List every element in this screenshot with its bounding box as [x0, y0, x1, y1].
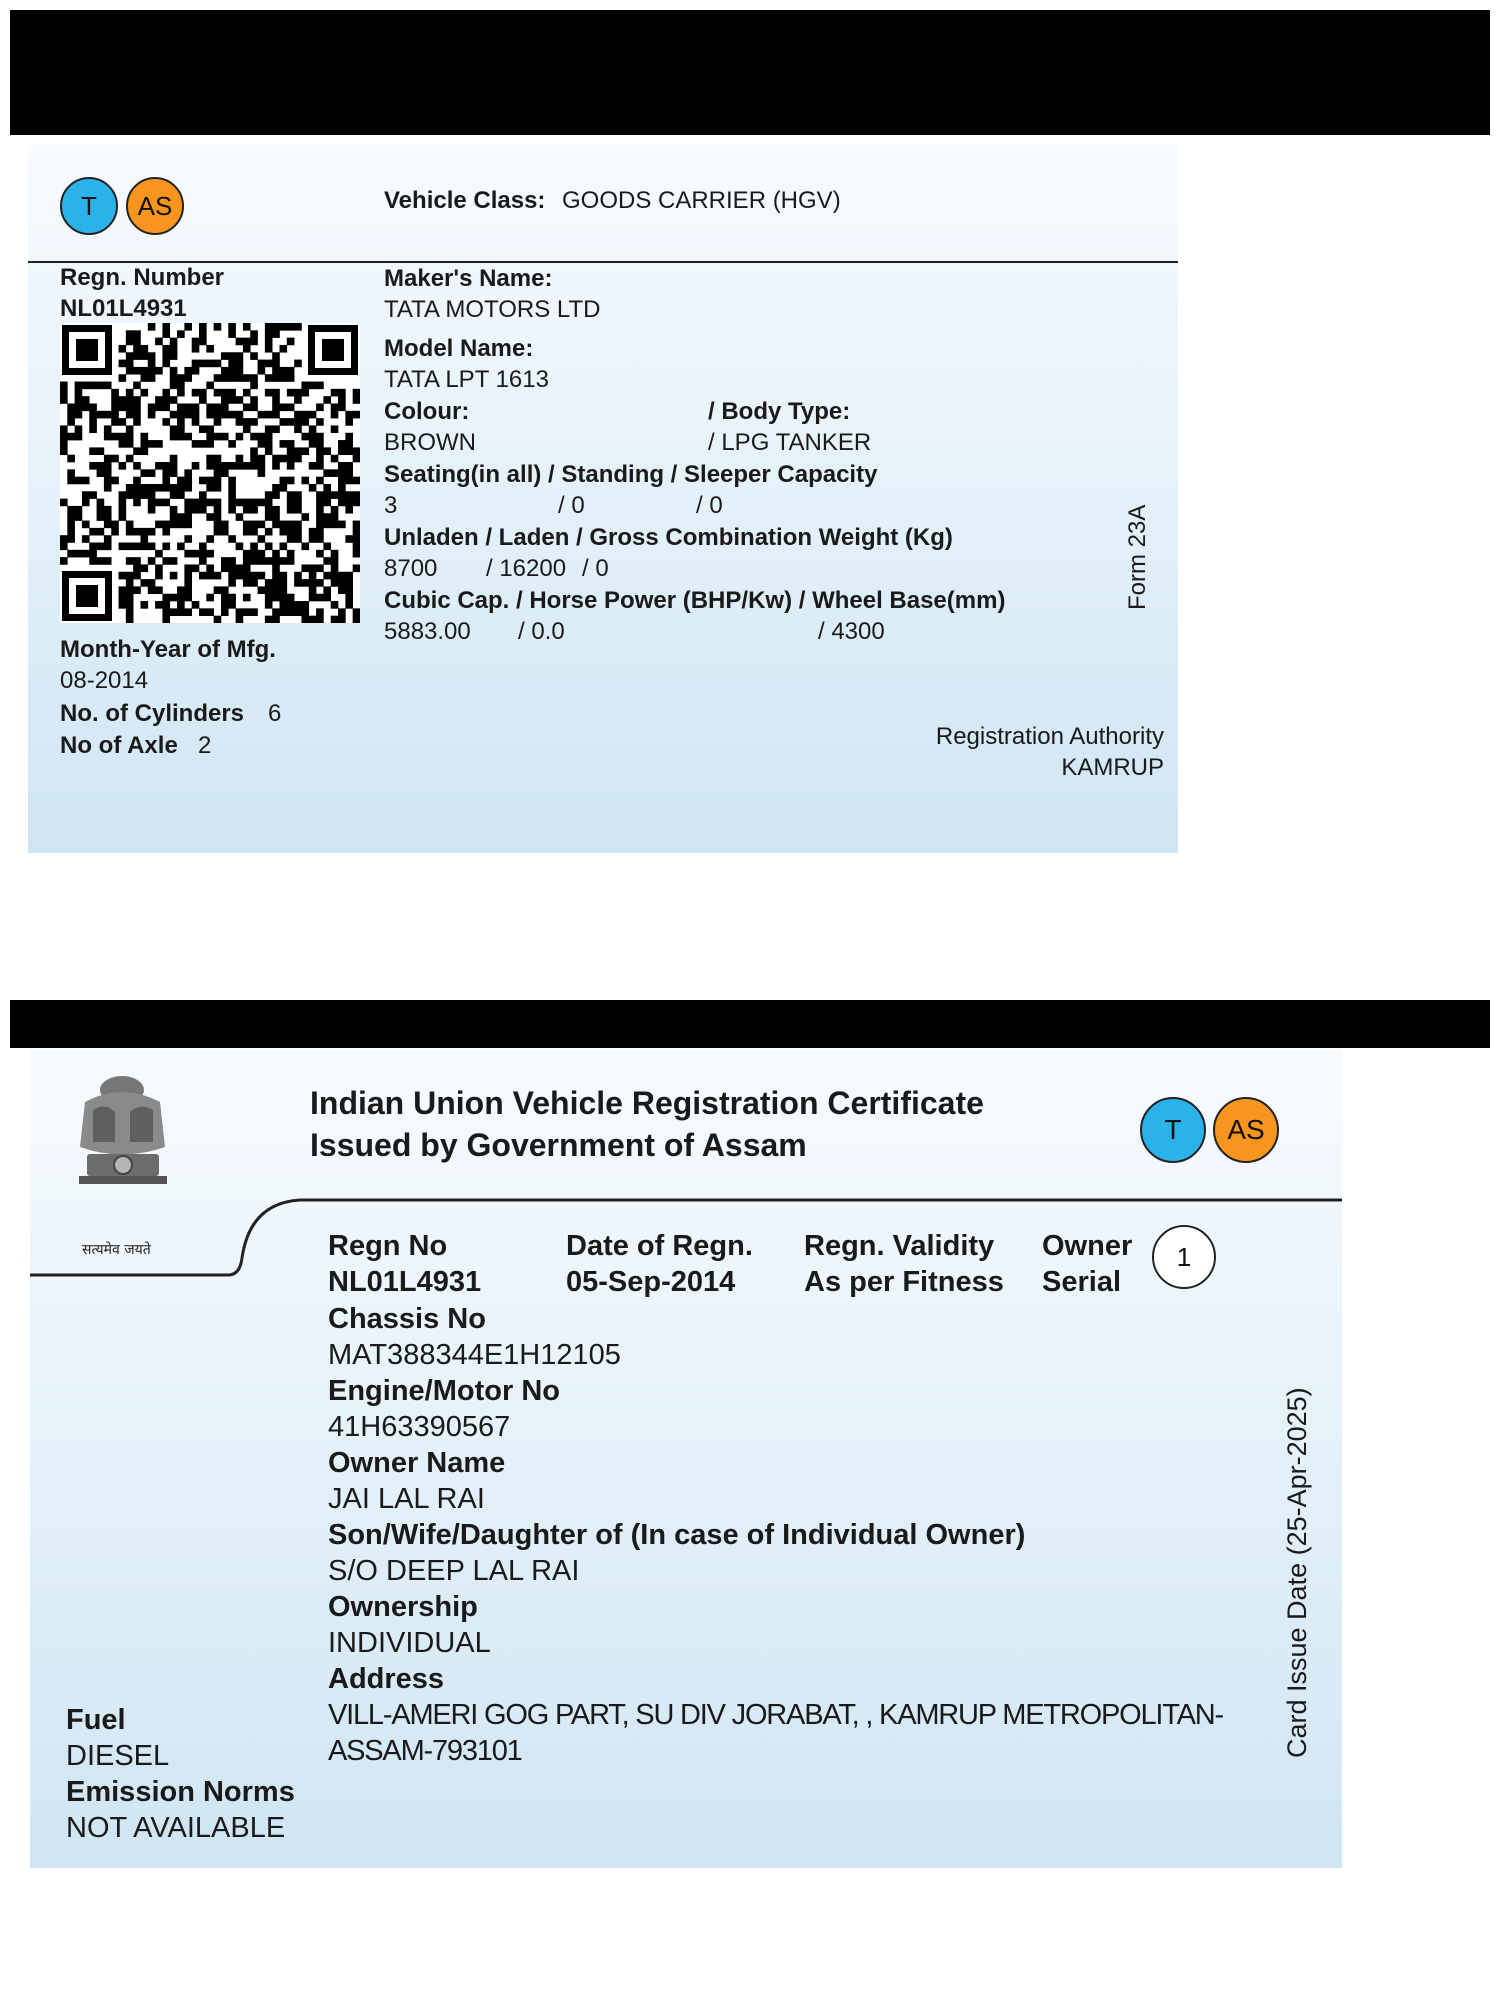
gross-value: / 0	[582, 555, 609, 582]
certificate-title	[310, 1082, 984, 1166]
relation-value: S/O DEEP LAL RAI	[328, 1555, 580, 1587]
engine-value: 41H63390567	[328, 1411, 511, 1443]
t-badge-back-text: T	[1164, 1114, 1182, 1145]
redaction-bar-middle	[10, 1000, 1490, 1048]
wheel-base-value: / 4300	[818, 618, 885, 645]
chassis-value: MAT388344E1H12105	[328, 1339, 621, 1371]
qr-finder-tr	[308, 325, 358, 375]
axle-value: 2	[198, 732, 212, 759]
date-of-regn-label: Date of Regn.	[566, 1230, 753, 1262]
cubic-label: Cubic Cap. / Horse Power (BHP/Kw) / Wheel Base(mm)	[384, 587, 1006, 614]
t-badge-text: T	[81, 190, 97, 221]
sleeper-value: / 0	[696, 492, 723, 519]
owner-serial-circle	[1152, 1225, 1216, 1289]
chassis-label: Chassis No	[328, 1303, 486, 1335]
owner-label: Owner	[1042, 1230, 1133, 1262]
model-name: TATA LPT 1613	[384, 366, 549, 393]
qr-code	[60, 323, 360, 623]
colour-label: Colour:	[384, 398, 470, 425]
owner-name-value: JAI LAL RAI	[328, 1483, 485, 1515]
owner-name-label: Owner Name	[328, 1447, 506, 1479]
regn-validity: As per Fitness	[804, 1266, 1004, 1298]
as-badge-text: AS	[137, 190, 173, 221]
mfg-value: 08-2014	[60, 667, 149, 694]
fuel-label: Fuel	[66, 1704, 126, 1736]
makers-name-label: Maker's Name:	[384, 265, 553, 292]
serial-label: Serial	[1042, 1266, 1121, 1298]
cylinders-value: 6	[268, 700, 282, 727]
address-line-1: VILL-AMERI GOG PART, SU DIV JORABAT, , KAMRUP METROPOLITAN-	[328, 1699, 1223, 1731]
authority-value: KAMRUP	[1061, 754, 1164, 781]
fuel-value: DIESEL	[66, 1740, 170, 1772]
laden-value: / 16200	[486, 555, 567, 582]
owner-serial-value: 1	[1176, 1241, 1192, 1272]
as-badge-back-text: AS	[1227, 1114, 1265, 1145]
emission-label: Emission Norms	[66, 1776, 295, 1808]
seating-value: 3	[384, 492, 398, 519]
body-type-label: / Body Type:	[708, 398, 851, 425]
vehicle-class-label: Vehicle Class:	[384, 187, 546, 214]
date-of-regn: 05-Sep-2014	[566, 1266, 736, 1298]
emblem-motto: सत्यमेव जयते	[82, 1242, 151, 1258]
ownership-value: INDIVIDUAL	[328, 1627, 491, 1659]
state-emblem-icon	[65, 1072, 180, 1212]
ownership-label: Ownership	[328, 1591, 478, 1623]
unladen-value: 8700	[384, 555, 438, 582]
makers-name: TATA MOTORS LTD	[384, 296, 601, 323]
rc-back-card	[30, 1050, 1342, 1868]
t-badge-back	[1140, 1097, 1206, 1163]
cylinders-label: No. of Cylinders	[60, 700, 245, 727]
regn-validity-label: Regn. Validity	[804, 1230, 995, 1262]
address-line-2: ASSAM-793101	[328, 1735, 522, 1767]
rc-front-card	[28, 145, 1178, 853]
relation-label: Son/Wife/Daughter of (In case of Individual Owner)	[328, 1519, 1026, 1551]
model-name-label: Model Name:	[384, 335, 534, 362]
emission-value: NOT AVAILABLE	[66, 1812, 286, 1844]
title-line-2: Issued by Government of Assam	[310, 1127, 807, 1163]
horse-power-value: / 0.0	[518, 618, 565, 645]
card-issue-date: Card Issue Date (25-Apr-2025)	[1282, 1387, 1312, 1758]
seating-label: Seating(in all) / Standing / Sleeper Capacity	[384, 461, 878, 488]
body-type-value: / LPG TANKER	[708, 429, 872, 456]
authority-label: Registration Authority	[935, 723, 1164, 750]
vehicle-class-value: GOODS CARRIER (HGV)	[562, 187, 841, 214]
standing-value: / 0	[558, 492, 585, 519]
mfg-label: Month-Year of Mfg.	[60, 636, 276, 663]
regn-no: NL01L4931	[328, 1266, 482, 1298]
cubic-cap-value: 5883.00	[384, 618, 471, 645]
as-badge-back	[1213, 1097, 1279, 1163]
title-line-1: Indian Union Vehicle Registration Certificate	[310, 1085, 984, 1121]
regn-number-label: Regn. Number	[60, 264, 225, 291]
qr-finder-bl	[62, 571, 112, 621]
regn-no-label: Regn No	[328, 1230, 448, 1262]
as-badge	[126, 177, 184, 235]
qr-finder-tl	[62, 325, 112, 375]
axle-label: No of Axle	[60, 732, 178, 759]
t-badge	[60, 177, 118, 235]
redaction-bar-top	[10, 10, 1490, 135]
engine-label: Engine/Motor No	[328, 1375, 560, 1407]
address-label: Address	[328, 1663, 445, 1695]
regn-number: NL01L4931	[60, 295, 187, 322]
header-divider	[28, 261, 1178, 263]
colour-value: BROWN	[384, 429, 476, 456]
weight-label: Unladen / Laden / Gross Combination Weight (Kg)	[384, 524, 953, 551]
form-label: Form 23A	[1124, 504, 1151, 610]
